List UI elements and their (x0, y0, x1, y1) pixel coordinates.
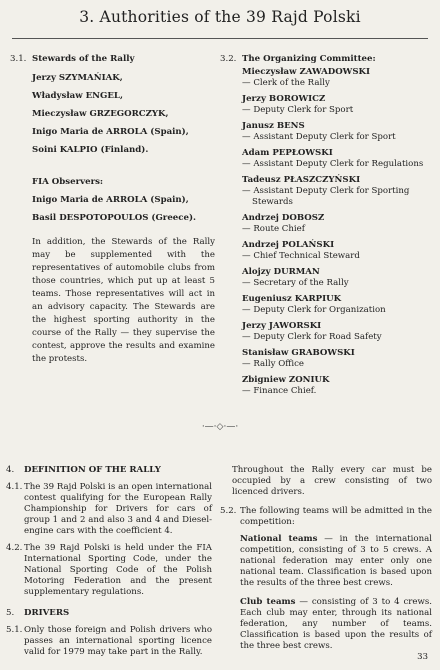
section-ornament: ·—·◇·—· (201, 422, 239, 432)
member-role: — Deputy Clerk for Sport (242, 105, 354, 115)
clause-text: Only those foreign and Polish drivers who passes an international sporting licence valid for 1979 may take part in the Rally. (24, 625, 212, 657)
member-name: Stanisław GRABOWSKI (242, 348, 355, 358)
clause-4-2 (6, 543, 212, 598)
member-name: Mieczysław ZAWADOWSKI (242, 67, 371, 77)
page-number: 33 (417, 652, 428, 662)
club-teams-paragraph (240, 597, 432, 652)
national-teams-text: — in the international competition, consisting of 3 to 5 crews. A national federation may enter only one national team. Classification is based upon the results of the three best crews. (240, 534, 432, 588)
clause-4-1 (6, 482, 212, 537)
teams-column (220, 465, 432, 660)
member-name: Janusz BENS (242, 121, 305, 131)
national-teams-label: National teams (240, 534, 318, 544)
member-role: — Assistant Deputy Clerk for Regulations (242, 159, 424, 169)
section-number: 5. (6, 608, 15, 618)
steward-name: Inigo Maria de ARROLA (Spain), (32, 127, 189, 137)
clause-number: 5.2. (220, 506, 237, 516)
section-number: 3.2. (220, 54, 237, 64)
member-role: — Clerk of the Rally (242, 78, 330, 88)
member-role: — Route Chief (242, 224, 305, 234)
member-name: Jerzy BOROWICZ (242, 94, 326, 104)
clause-text: The 39 Rajd Polski is held under the FIA International Sporting Code, under the National Sporting Code of the Polish Motoring Federation and the present supplementary regulations. (24, 543, 212, 597)
steward-name: Jerzy SZYMAŃIAK, (32, 73, 123, 83)
observer-name: Inigo Maria de ARROLA (Spain), (32, 195, 189, 205)
club-teams-text: — consisting of 3 to 4 crews. Each club may enter, through its national federation, any number of teams. Classification is based upon the results of the three best crews. (240, 597, 432, 651)
drivers-heading: DRIVERS (24, 608, 70, 618)
definition-heading: DEFINITION OF THE RALLY (24, 465, 161, 475)
member-name: Jerzy JAWORSKI (242, 321, 322, 331)
definition-column (6, 465, 212, 664)
clause-5-1 (6, 625, 212, 658)
stewards-heading-row (10, 54, 215, 65)
clause-5-2 (220, 506, 432, 528)
section-number: 4. (6, 465, 15, 475)
observer-name: Basil DESPOTOPOULOS (Greece). (32, 213, 197, 223)
member-role: — Assistant Deputy Clerk for Sporting Stewards (242, 186, 410, 207)
member-role: — Chief Technical Steward (242, 251, 360, 261)
member-name: Andrzej POLAŃSKI (242, 240, 335, 250)
committee-heading-row (220, 54, 432, 65)
member-name: Eugeniusz KARPIUK (242, 294, 342, 304)
stewards-heading: Stewards of the Rally (32, 54, 135, 64)
section-5-heading-row (6, 608, 212, 619)
clause-text: The following teams will be admitted in the competition: (240, 506, 432, 527)
clause-number: 5.1. (6, 625, 23, 635)
national-teams-paragraph (240, 534, 432, 589)
committee-heading: The Organizing Committee: (242, 54, 376, 64)
title-divider (12, 38, 428, 39)
steward-name: Soini KALPIO (Finland). (32, 145, 149, 155)
member-name: Tadeusz PŁASZCZYŃSKI (242, 175, 361, 185)
section-number: 3.1. (10, 54, 27, 64)
section-title: 3. Authorities of the 39 Rajd Polski (79, 8, 361, 26)
clause-text: The 39 Rajd Polski is an open international contest qualifying for the European Rally Championship for Drivers for cars of group 1 and 2 and also 3 and 4 and Diesel-engine cars with the coefficient 4. (24, 482, 212, 536)
member-role: — Deputy Clerk for Organization (242, 305, 386, 315)
member-role: — Rally Office (242, 359, 304, 369)
member-name: Adam PEPŁOWSKI (242, 148, 333, 158)
section-4-heading-row (6, 465, 212, 476)
member-role: — Secretary of the Rally (242, 278, 349, 288)
member-name: Zbigniew ZONIUK (242, 375, 330, 385)
organizing-committee-column (220, 54, 432, 402)
member-role: — Assistant Deputy Clerk for Sport (242, 132, 396, 142)
member-name: Andrzej DOBOSZ (242, 213, 325, 223)
club-teams-label: Club teams (240, 597, 296, 607)
member-name: Alojzy DURMAN (242, 267, 320, 277)
crew-paragraph: Throughout the Rally every car must be occupied by a crew consisting of two licenced drivers. (232, 465, 432, 497)
steward-name: Władysław ENGEL, (32, 91, 123, 101)
member-role: — Deputy Clerk for Road Safety (242, 332, 382, 342)
clause-number: 4.1. (6, 482, 23, 492)
steward-name: Mieczysław GRZEGORCZYK, (32, 109, 169, 119)
stewards-paragraph: In addition, the Stewards of the Rally may be supplemented with the representatives of automobile clubs from those countries, which put up at least 5 teams. Those representatives will act in an advisory capacity. The Stewards are the highest sporting authority in the course of the Rally — they supervise the contest, approve the results and examine the protests. (32, 237, 215, 364)
member-role: — Finance Chief. (242, 386, 317, 396)
stewards-column (10, 54, 215, 366)
fia-observers-heading: FIA Observers: (32, 177, 104, 187)
clause-number: 4.2. (6, 543, 23, 553)
